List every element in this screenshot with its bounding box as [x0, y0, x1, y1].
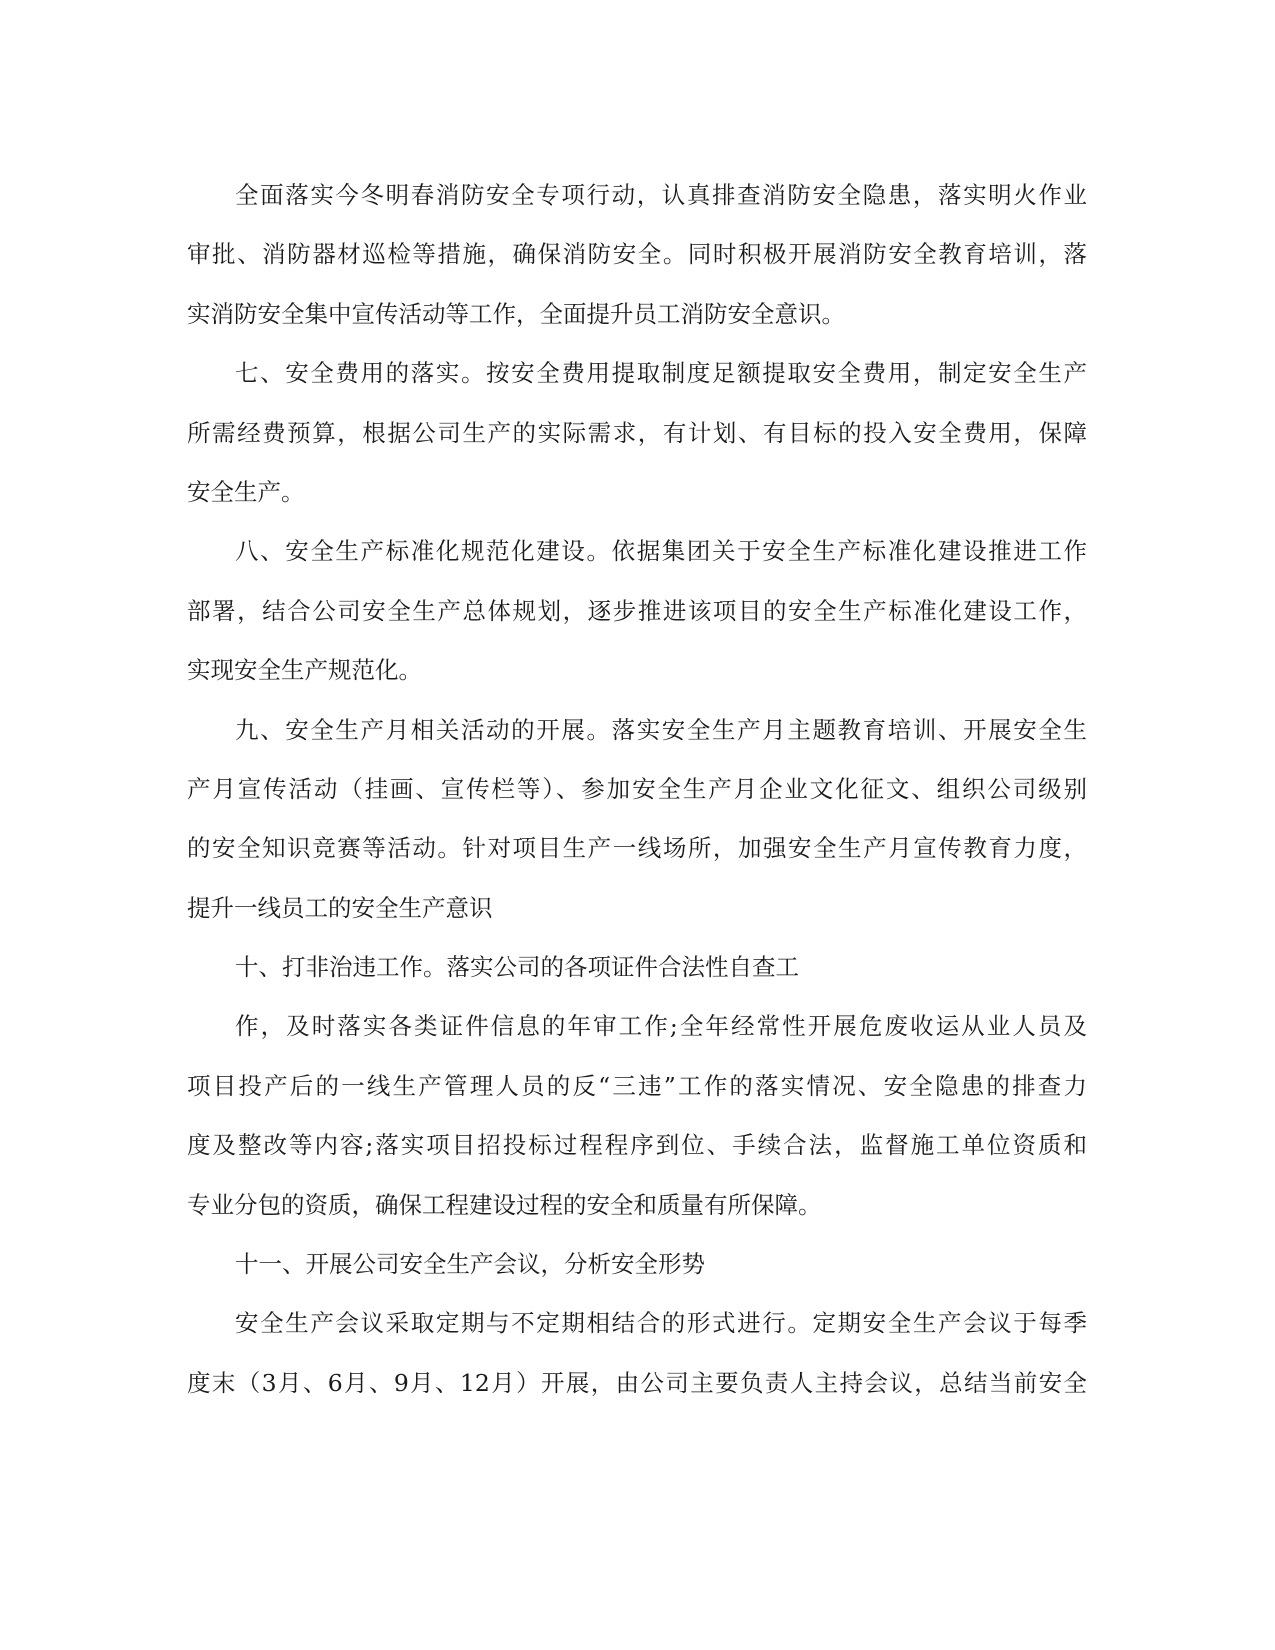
text-line: 全面落实今冬明春消防安全专项行动，认真排查消防安全隐患，落实明火作业 — [235, 181, 1087, 209]
text-line: 实现安全生产规范化。 — [187, 656, 422, 685]
text-line: 八、安全生产标准化规范化建设。依据集团关于安全生产标准化建设推进工作 — [235, 537, 1087, 566]
text-line: 七、安全费用的落实。按安全费用提取制度足额提取安全费用，制定安全生产 — [235, 359, 1087, 388]
text-line: 度及整改等内容;落实项目招投标过程程序到位、手续合法，监督施工单位资质和 — [187, 1131, 1087, 1160]
text-line: 审批、消防器材巡检等措施，确保消防安全。同时积极开展消防安全教育培训，落 — [187, 240, 1087, 269]
text-line: 十、打非治违工作。落实公司的各项证件合法性自查工 — [235, 953, 799, 982]
text-line: 实消防安全集中宣传活动等工作，全面提升员工消防安全意识。 — [187, 299, 845, 328]
document-body — [187, 166, 1087, 1413]
text-line: 提升一线员工的安全生产意识 — [187, 893, 493, 922]
text-line: 度末（3月、6月、9月、12月）开展，由公司主要负责人主持会议，总结当前安全 — [187, 1368, 1087, 1397]
text-line: 项目投产后的一线生产管理人员的反“三违”工作的落实情况、安全隐患的排查力 — [187, 1071, 1087, 1100]
text-line: 安全生产会议采取定期与不定期相结合的形式进行。定期安全生产会议于每季 — [235, 1309, 1087, 1338]
text-line: 所需经费预算，根据公司生产的实际需求，有计划、有目标的投入安全费用，保障 — [187, 418, 1087, 447]
text-line: 专业分包的资质，确保工程建设过程的安全和质量有所保障。 — [187, 1190, 822, 1219]
text-line: 十一、开展公司安全生产会议，分析安全形势 — [235, 1250, 705, 1279]
text-line: 安全生产。 — [187, 477, 305, 506]
text-line: 部署，结合公司安全生产总体规划，逐步推进该项目的安全生产标准化建设工作， — [187, 596, 1087, 625]
text-line: 的安全知识竞赛等活动。针对项目生产一线场所，加强安全生产月宣传教育力度， — [187, 834, 1087, 863]
text-line: 产月宣传活动（挂画、宣传栏等）、参加安全生产月企业文化征文、组织公司级别 — [187, 774, 1087, 803]
text-line: 作，及时落实各类证件信息的年审工作;全年经常性开展危废收运从业人员及 — [235, 1012, 1087, 1041]
text-line: 九、安全生产月相关活动的开展。落实安全生产月主题教育培训、开展安全生 — [235, 715, 1087, 744]
